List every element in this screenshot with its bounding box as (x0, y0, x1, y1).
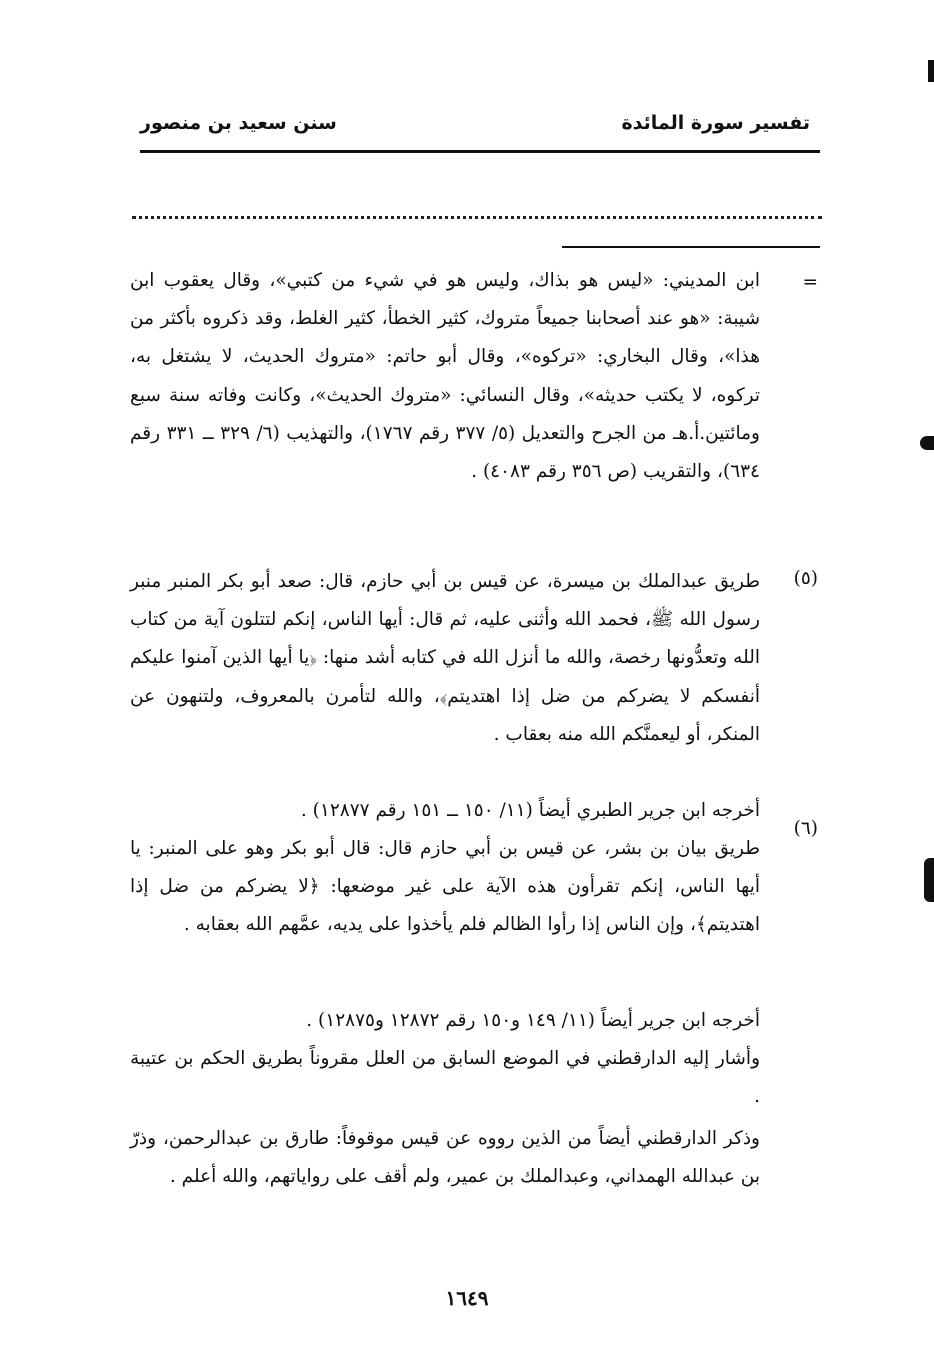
footnote-text (130, 262, 760, 1196)
paragraph-note-6-mawquf: وذكر الدارقطني أيضاً من الذين رووه عن قيس موقوفاً: طارق بن عبدالرحمن، وذرّ بن عبدالله الهمداني، وعبدالملك بن عمير، ولم أقف على رواياتهم، والله أعلم . (130, 1128, 760, 1188)
scan-edge-mark (924, 858, 934, 902)
scan-edge-mark (928, 60, 934, 82)
note-number-6: (٦) (793, 818, 818, 839)
paragraph-note-6-daraqutni: وأشار إليه الدارقطني في الموضع السابق من العلل مقروناً بطريق الحكم بن عتيبة . (130, 1048, 760, 1108)
dotted-separator (132, 196, 822, 219)
running-head-chapter: تفسير سورة المائدة (621, 112, 810, 134)
page-number: ١٦٤٩ (445, 1286, 489, 1310)
header-rule (140, 150, 820, 153)
paragraph-note-5-source: أخرجه ابن جرير الطبري أيضاً (١١/ ١٥٠ ــ ١٥١ رقم ١٢٨٧٧) . (300, 800, 760, 821)
note-number-5: (٥) (793, 568, 818, 589)
paragraph-note-5: طريق عبدالملك بن ميسرة، عن قيس بن أبي حازم، قال: صعد أبو بكر المنبر منبر رسول الله ﷺ، فحمد الله وأثنى عليه، ثم قال: أيها الناس، إنكم لتتلون آية من كتاب الله وتعدُّونها رخصة، والله ما أنزل الله في كتابه أشد منها: ﴿يا أيها الذين آمنوا عليكم أنفسكم لا يضركم من ضل إذا اهتديتم﴾، والله لتأمرن بالمعروف، ولتنهون عن المنكر، أو ليعمنَّكم الله منه بعقاب . (130, 571, 760, 745)
paragraph-note-6-source: أخرجه ابن جرير أيضاً (١١/ ١٤٩ و١٥٠ رقم ١٢٨٧٢ و١٢٨٧٥) . (306, 1010, 760, 1031)
scan-edge-mark (920, 436, 934, 450)
running-head-book: سنن سعيد بن منصور (140, 112, 337, 134)
continuation-marker: = (802, 272, 818, 293)
paragraph-continuation: ابن المديني: «ليس هو بذاك، وليس هو في شيء من كتبي»، وقال يعقوب ابن شيبة: «هو عند أصحابنا جميعاً متروك، كثير الخطأ، كثير الغلط، وقد ذكروه بأكثر من هذا»، وقال البخاري: «تركوه»، وقال أبو حاتم: «متروك الحديث، لا يشتغل به، تركوه، لا يكتب حديثه»، وقال النسائي: «متروك الحديث»، وكانت وفاته سنة سبع ومائتين.أ.هـ من الجرح والتعديل (٥/ ٣٧٧ رقم ١٧٦٧)، والتهذيب (٦/ ٣٢٩ ــ ٣٣١ رقم ٦٣٤)، والتقريب (ص ٣٥٦ رقم ٤٠٨٣) . (130, 270, 760, 483)
footnote-rule (562, 246, 820, 248)
paragraph-note-6: طريق بيان بن بشر، عن قيس بن أبي حازم قال: قال أبو بكر وهو على المنبر: يا أيها الناس، إنكم تقرأون هذه الآية على غير موضعها: ﴿لا يضركم من ضل إذا اهتديتم﴾، وإن الناس إذا رأوا الظالم فلم يأخذوا على يديه، عمَّهم الله بعقابه . (130, 838, 760, 936)
